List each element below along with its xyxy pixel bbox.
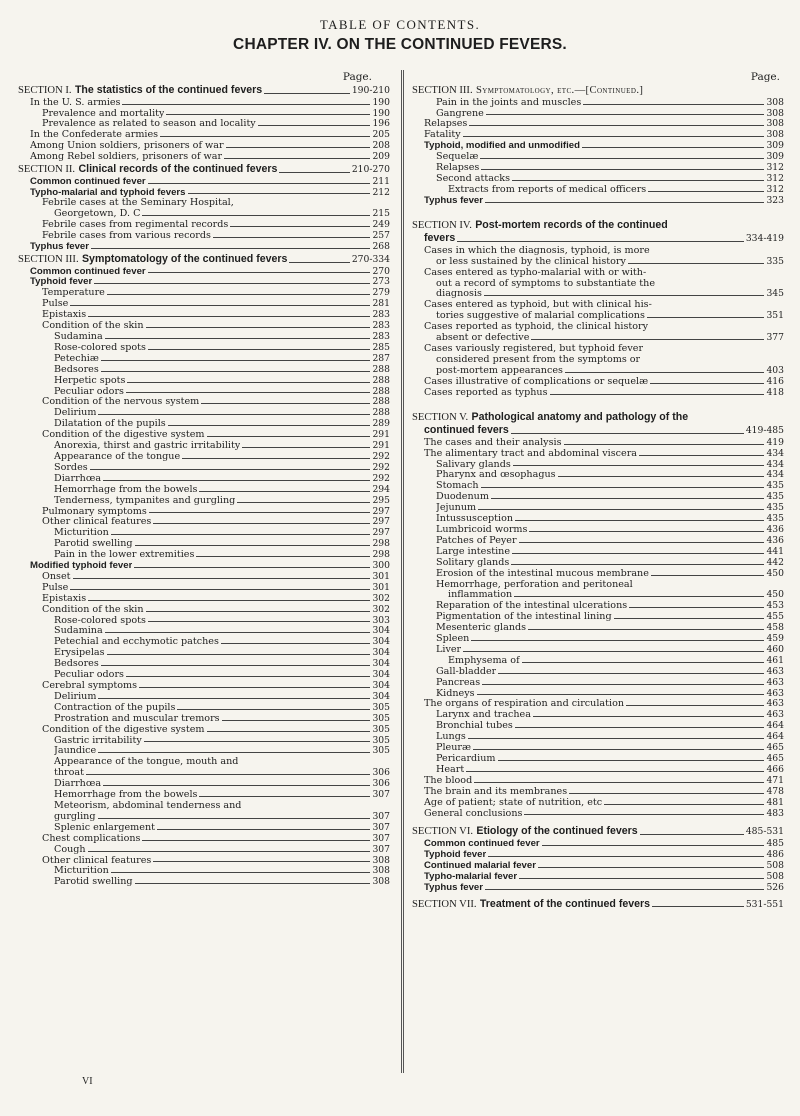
toc-entry-line[interactable]: considered present from the symptoms or: [436, 354, 641, 365]
page-number-roman: VI: [82, 1076, 93, 1087]
toc-entry[interactable]: Bronchial tubes 464: [436, 720, 784, 732]
toc-section[interactable]: SECTION II. Clinical records of the continued fevers 210-270: [18, 163, 390, 176]
toc-entry[interactable]: Continued malarial fever 508: [424, 859, 784, 871]
toc-entry[interactable]: Pigmentation of the intestinal lining 455: [436, 611, 784, 623]
toc-entry[interactable]: Other clinical features 308: [42, 854, 390, 866]
page-column-heading: Page.: [342, 71, 372, 83]
toc-entry[interactable]: Pulse 301: [42, 581, 390, 593]
toc-entry[interactable]: Sudamina 304: [54, 625, 390, 637]
toc-entry[interactable]: Typhus fever 268: [30, 241, 390, 253]
toc-entry[interactable]: Typho-malarial and typhoid fevers 212: [30, 186, 390, 198]
toc-entry[interactable]: Epistaxis 283: [42, 309, 390, 321]
toc-entry[interactable]: or less sustained by the clinical history 335: [436, 255, 784, 267]
toc-entry[interactable]: Gangrene 308: [436, 107, 784, 119]
toc-section-line[interactable]: SECTION IV. Post-mortem records of the continued: [412, 218, 668, 231]
toc-entry[interactable]: Parotid swelling 298: [54, 538, 390, 550]
toc-entry[interactable]: Common continued fever 270: [30, 265, 390, 277]
toc-entry[interactable]: Herpetic spots 288: [54, 374, 390, 386]
toc-entry[interactable]: absent or defective 377: [436, 332, 784, 344]
toc-entry[interactable]: Second attacks 312: [436, 172, 784, 184]
toc-entry[interactable]: Delirium 288: [54, 407, 390, 419]
toc-section[interactable]: continued fevers 419-485: [424, 424, 784, 437]
toc-entry[interactable]: Typhus fever 526: [424, 881, 784, 893]
toc-entry[interactable]: Petechial and ecchymotic patches 304: [54, 636, 390, 648]
toc-entry[interactable]: Heart 466: [436, 763, 784, 775]
toc-entry[interactable]: Hemorrhage from the bowels 294: [54, 483, 390, 495]
toc-entry[interactable]: Typhoid fever 486: [424, 848, 784, 860]
toc-entry[interactable]: Prevalence and mortality 190: [42, 107, 390, 119]
toc-entry[interactable]: Sudamina 283: [54, 331, 390, 342]
toc-entry[interactable]: Lungs 464: [436, 731, 784, 743]
toc-entry[interactable]: The cases and their analysis 419: [424, 436, 784, 448]
toc-entry[interactable]: Jaundice 305: [54, 745, 390, 757]
toc-entry[interactable]: tories suggestive of malarial complications 351: [436, 310, 784, 322]
running-title: TABLE OF CONTENTS.: [319, 17, 481, 32]
toc-entry[interactable]: Rose-colored spots 285: [54, 341, 390, 353]
toc-entry[interactable]: Condition of the skin 302: [42, 603, 390, 615]
toc-entry[interactable]: Splenic enlargement 307: [54, 821, 390, 833]
toc-entry-line[interactable]: Appearance of the tongue, mouth and: [54, 757, 239, 768]
toc-entry[interactable]: Among Rebel soldiers, prisoners of war 209: [30, 151, 390, 163]
toc-entry[interactable]: Pleuræ 465: [436, 742, 784, 754]
toc-section[interactable]: SECTION VI. Etiology of the continued fevers 485-531: [412, 825, 784, 838]
toc-entry[interactable]: Relapses 308: [424, 118, 784, 130]
toc-entry[interactable]: Hemorrhage from the bowels 307: [54, 789, 390, 801]
toc-entry-line[interactable]: Febrile cases at the Seminary Hospital,: [42, 198, 234, 209]
toc-entry[interactable]: Sordes 292: [54, 461, 390, 473]
toc-entry[interactable]: Delirium 304: [54, 690, 390, 702]
chapter-title: CHAPTER IV. ON THE CONTINUED FEVERS.: [233, 36, 567, 53]
toc-entry[interactable]: Chest complications 307: [42, 832, 390, 844]
toc-entry[interactable]: Stomach 435: [436, 480, 784, 492]
toc-entry[interactable]: In the Confederate armies 205: [30, 129, 390, 141]
toc-section-continued[interactable]: SECTION III. Symptomatology, etc.—[Continued.]: [412, 85, 644, 96]
toc-entry[interactable]: Condition of the skin 283: [42, 320, 390, 332]
toc-entry[interactable]: Erosion of the intestinal mucous membrane 450: [436, 567, 784, 579]
toc-entry[interactable]: Peculiar odors 304: [54, 669, 390, 681]
toc-entry[interactable]: Prevalence as related to season and locality 196: [42, 118, 390, 130]
toc-entry[interactable]: Condition of the digestive system 291: [42, 429, 390, 441]
toc-section-line[interactable]: SECTION V. Pathological anatomy and pathology of the: [412, 410, 689, 423]
toc-entry[interactable]: Gastric irritability 305: [54, 734, 390, 746]
toc-section[interactable]: SECTION VII. Treatment of the continued fevers 531-551: [412, 897, 784, 910]
toc-entry[interactable]: Condition of the digestive system 305: [42, 723, 390, 735]
toc-entry-line[interactable]: Hemorrhage, perforation and peritoneal: [436, 579, 633, 590]
toc-entry[interactable]: Relapses 312: [436, 162, 784, 174]
toc-entry[interactable]: Febrile cases from various records 257: [42, 230, 390, 242]
toc-entry[interactable]: Intussusception 435: [436, 513, 784, 525]
toc-entry[interactable]: Other clinical features 297: [42, 516, 390, 528]
toc-entry[interactable]: Reparation of the intestinal ulcerations 453: [436, 600, 784, 612]
toc-entry[interactable]: Contraction of the pupils 305: [54, 701, 390, 713]
toc-entry[interactable]: Salivary glands 434: [436, 458, 784, 470]
toc-entry[interactable]: The brain and its membranes 478: [424, 785, 784, 797]
toc-entry[interactable]: Bedsores 288: [54, 363, 390, 375]
toc-entry[interactable]: The blood 471: [424, 774, 784, 786]
toc-entry[interactable]: Epistaxis 302: [42, 592, 390, 604]
toc-entry[interactable]: Georgetown, D. C 215: [54, 208, 390, 220]
toc-entry[interactable]: Condition of the nervous system 288: [42, 396, 390, 408]
toc-entry-line[interactable]: Cases variously registered, but typhoid fever: [424, 344, 644, 354]
toc-right-column: [412, 71, 784, 911]
toc-entry[interactable]: Erysipelas 304: [54, 647, 390, 659]
toc-entry[interactable]: Parotid swelling 308: [54, 876, 390, 888]
toc-entry[interactable]: diagnosis 345: [436, 288, 784, 300]
toc-entry[interactable]: Micturition 308: [54, 865, 390, 877]
toc-entry[interactable]: Sequelæ 309: [436, 151, 784, 163]
toc-entry[interactable]: Pain in the joints and muscles 308: [436, 96, 784, 108]
toc-entry[interactable]: Pericardium 465: [436, 753, 784, 764]
page-column-heading: Page.: [750, 71, 780, 83]
toc-entry[interactable]: Fatality 308: [424, 129, 784, 141]
toc-entry[interactable]: Onset 301: [42, 570, 390, 582]
toc-left-column: [18, 71, 390, 888]
toc-entry[interactable]: Micturition 297: [54, 527, 390, 539]
toc-entry[interactable]: post-mortem appearances 403: [436, 364, 784, 376]
toc-entry-line[interactable]: out a record of symptoms to substantiate the: [436, 278, 656, 289]
toc-entry[interactable]: Pulmonary symptoms 297: [42, 505, 390, 517]
toc-entry[interactable]: Pharynx and œsophagus 434: [436, 469, 784, 481]
toc-entry[interactable]: Common continued fever 211: [30, 175, 390, 187]
toc-entry[interactable]: Liver 460: [436, 643, 784, 655]
toc-entry[interactable]: Prostration and muscular tremors 305: [54, 712, 390, 724]
toc-entry[interactable]: Temperature 279: [42, 287, 390, 299]
toc-entry[interactable]: Pain in the lower extremities 298: [54, 549, 390, 561]
toc-entry[interactable]: Peculiar odors 288: [54, 385, 390, 397]
toc-entry[interactable]: Tenderness, tympanites and gurgling 295: [54, 494, 390, 506]
toc-entry[interactable]: throat 306: [54, 767, 390, 779]
toc-entry[interactable]: Typho-malarial fever 508: [424, 870, 784, 882]
toc-entry[interactable]: Cases illustrative of complications or sequelæ 416: [424, 375, 784, 387]
toc-entry[interactable]: Kidneys 463: [436, 687, 784, 699]
toc-entry[interactable]: Typhoid fever 273: [30, 276, 390, 288]
toc-entry[interactable]: Larynx and trachea 463: [436, 709, 784, 721]
toc-entry-line[interactable]: Cases reported as typhoid, the clinical history: [424, 322, 649, 333]
toc-entry[interactable]: Cerebral symptoms 304: [42, 680, 390, 691]
toc-section[interactable]: fevers 334-419: [424, 232, 784, 245]
toc-section[interactable]: SECTION I. The statistics of the continued fevers 190-210: [18, 84, 390, 96]
toc-entry[interactable]: Duodenum 435: [436, 491, 784, 503]
toc-entry[interactable]: Large intestine 441: [436, 545, 784, 557]
toc-entry[interactable]: Cough 307: [54, 843, 390, 855]
toc-entry[interactable]: Anorexia, thirst and gastric irritability 291: [54, 440, 390, 452]
toc-entry[interactable]: Rose-colored spots 303: [54, 614, 390, 626]
toc-entry-line[interactable]: Cases entered as typhoid, but with clinical his-: [424, 300, 652, 311]
toc-entry[interactable]: Pulse 281: [42, 298, 390, 310]
toc-entry[interactable]: Common continued fever 485: [424, 838, 784, 850]
toc-entry[interactable]: Spleen 459: [436, 633, 784, 645]
toc-entry[interactable]: Diarrhœa 292: [54, 472, 390, 484]
toc-section[interactable]: SECTION III. Symptomatology of the continued fevers 270-334: [18, 252, 390, 265]
toc-entry[interactable]: Lumbricoid worms 436: [436, 523, 784, 535]
toc-entry[interactable]: Extracts from reports of medical officers 312: [448, 183, 784, 195]
toc-entry[interactable]: Typhus fever 323: [424, 194, 784, 206]
toc-entry[interactable]: Jejunum 435: [436, 502, 784, 514]
toc-entry[interactable]: gurgling 307: [54, 810, 390, 822]
toc-entry[interactable]: Solitary glands 442: [436, 556, 784, 568]
toc-entry-line[interactable]: Cases in which the diagnosis, typhoid, is more: [424, 245, 650, 256]
toc-entry-line[interactable]: Meteorism, abdominal tenderness and: [54, 800, 242, 811]
toc-entry[interactable]: In the U. S. armies 190: [30, 96, 390, 108]
toc-entry[interactable]: Appearance of the tongue 292: [54, 450, 390, 462]
toc-entry[interactable]: Among Union soldiers, prisoners of war 208: [30, 140, 390, 152]
toc-entry[interactable]: Emphysema of 461: [448, 654, 784, 666]
column-divider: [401, 70, 404, 1073]
toc-entry[interactable]: inflammation 450: [448, 589, 784, 601]
toc-entry[interactable]: Mesenteric glands 458: [436, 622, 784, 634]
toc-entry[interactable]: General conclusions 483: [424, 807, 784, 819]
toc-entry[interactable]: Diarrhœa 306: [54, 778, 390, 790]
toc-entry[interactable]: Gall-bladder 463: [436, 665, 784, 677]
toc-entry[interactable]: Dilatation of the pupils 289: [54, 418, 390, 430]
toc-entry[interactable]: Patches of Peyer 436: [436, 534, 784, 546]
toc-entry[interactable]: Cases reported as typhus 418: [424, 386, 784, 398]
toc-entry[interactable]: Petechiæ 287: [54, 352, 390, 364]
toc-entry[interactable]: The alimentary tract and abdominal viscera 434: [424, 447, 784, 459]
toc-entry[interactable]: Pancreas 463: [436, 676, 784, 688]
toc-entry[interactable]: Typhoid, modified and unmodified 309: [424, 140, 784, 152]
toc-entry[interactable]: Modified typhoid fever 300: [30, 560, 390, 572]
toc-entry-line[interactable]: Cases entered as typho-malarial with or with-: [424, 267, 647, 278]
toc-entry[interactable]: Febrile cases from regimental records 249: [42, 219, 390, 231]
toc-entry[interactable]: Age of patient; state of nutrition, etc 481: [424, 796, 784, 808]
toc-entry[interactable]: The organs of respiration and circulation 463: [424, 698, 784, 710]
toc-entry[interactable]: Bedsores 304: [54, 658, 390, 670]
